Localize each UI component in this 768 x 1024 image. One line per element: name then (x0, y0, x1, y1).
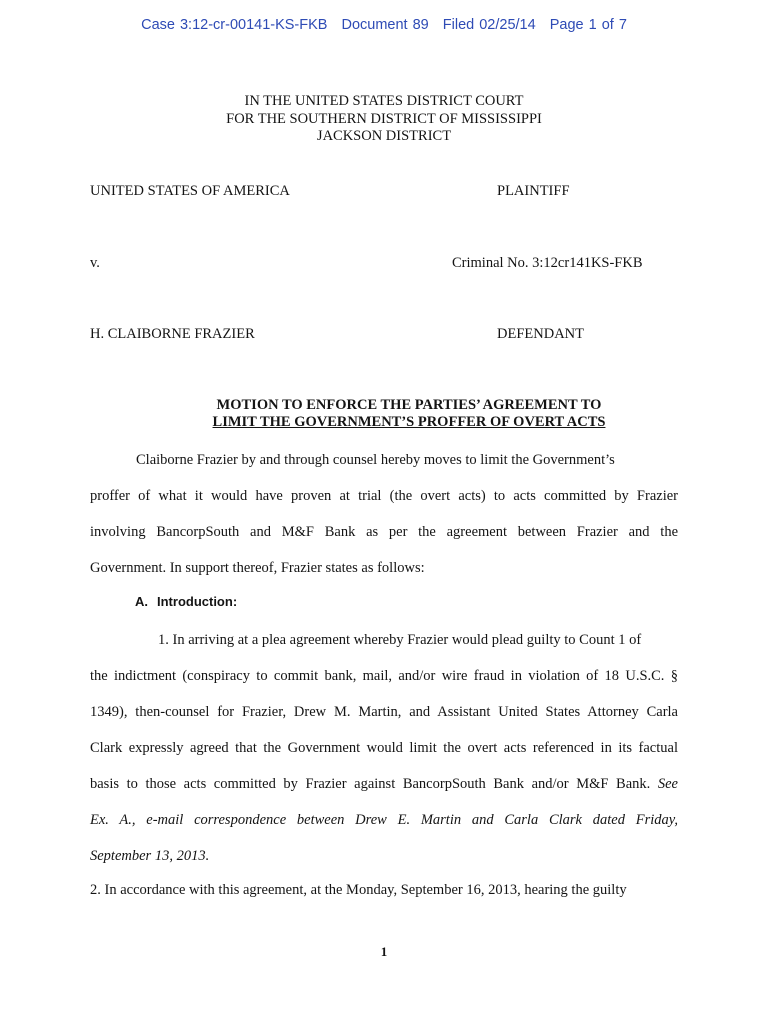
intro-line-2: proffer of what it would have proven at trial (the overt acts) to acts committed by Frazier (90, 488, 678, 504)
motion-title-line-2: LIMIT THE GOVERNMENT’S PROFFER OF OVERT ACTS (212, 414, 606, 430)
court-line-3: JACKSON DISTRICT (316, 128, 452, 144)
caption-defendant-row (90, 326, 690, 343)
paragraph-2 (90, 882, 678, 899)
intro-paragraph (90, 442, 678, 586)
para1-line-6: Ex. A., e-mail correspondence between Drew E. Martin and Carla Clark dated Friday, (90, 812, 678, 828)
case-number: Case 3:12-cr-00141-KS-FKB (141, 17, 328, 33)
section-a-heading (135, 594, 237, 609)
section-title: Introduction: (157, 594, 238, 609)
para1-line-1 (90, 622, 678, 658)
intro-line-1 (90, 442, 678, 478)
para1-line-5-text: basis to those acts committed by Frazier against BancorpSouth Bank and/or M&F Bank. (90, 776, 651, 792)
para1-line-5 (90, 766, 678, 802)
motion-title (0, 397, 768, 431)
defendant-name: H. CLAIBORNE FRAZIER (90, 326, 255, 342)
versus: v. (90, 255, 100, 271)
para1-line-2: the indictment (conspiracy to commit bank, mail, and/or wire fraud in violation of 18 U.S.C. § (90, 668, 678, 684)
document-number: Document 89 (341, 17, 429, 33)
paragraph-1 (90, 622, 678, 874)
motion-title-line-1: MOTION TO ENFORCE THE PARTIES’ AGREEMENT TO (216, 397, 602, 413)
filed-date: Filed 02/25/14 (442, 17, 536, 33)
intro-line-3: involving BancorpSouth and M&F Bank as per the agreement between Frazier and the (90, 524, 678, 540)
criminal-number: Criminal No. 3:12cr141KS-FKB (452, 255, 643, 271)
court-line-1: IN THE UNITED STATES DISTRICT COURT (244, 93, 524, 109)
para1-line-3: 1349), then-counsel for Frazier, Drew M. Martin, and Assistant United States Attorney Carla (90, 704, 678, 720)
court-line-2: FOR THE SOUTHERN DISTRICT OF MISSISSIPPI (226, 110, 542, 127)
intro-line-1-text: Claiborne Frazier by and through counsel hereby moves to limit the Government’s (136, 452, 615, 468)
para2-line-1: 2. In accordance with this agreement, at the Monday, September 16, 2013, hearing the guilty (90, 882, 627, 898)
para1-line-7: September 13, 2013. (90, 848, 210, 864)
plaintiff-role: PLAINTIFF (497, 183, 570, 199)
para1-cite-see: See (657, 776, 678, 792)
caption-plaintiff-row (90, 183, 690, 200)
defendant-role: DEFENDANT (497, 326, 584, 342)
plaintiff-name: UNITED STATES OF AMERICA (90, 183, 290, 199)
page-number: 1 (380, 944, 388, 959)
caption-versus-row (90, 255, 690, 272)
intro-line-4: Government. In support thereof, Frazier states as follows: (90, 560, 425, 576)
ecf-filing-header (0, 17, 768, 33)
page-indicator: Page 1 of 7 (549, 17, 627, 33)
para1-line-4: Clark expressly agreed that the Government would limit the overt acts referenced in its factual (90, 740, 678, 756)
para1-line-1-text: 1. In arriving at a plea agreement whereby Frazier would plead guilty to Count 1 of (158, 632, 642, 648)
section-letter: A. (135, 594, 148, 609)
court-heading (0, 93, 768, 146)
